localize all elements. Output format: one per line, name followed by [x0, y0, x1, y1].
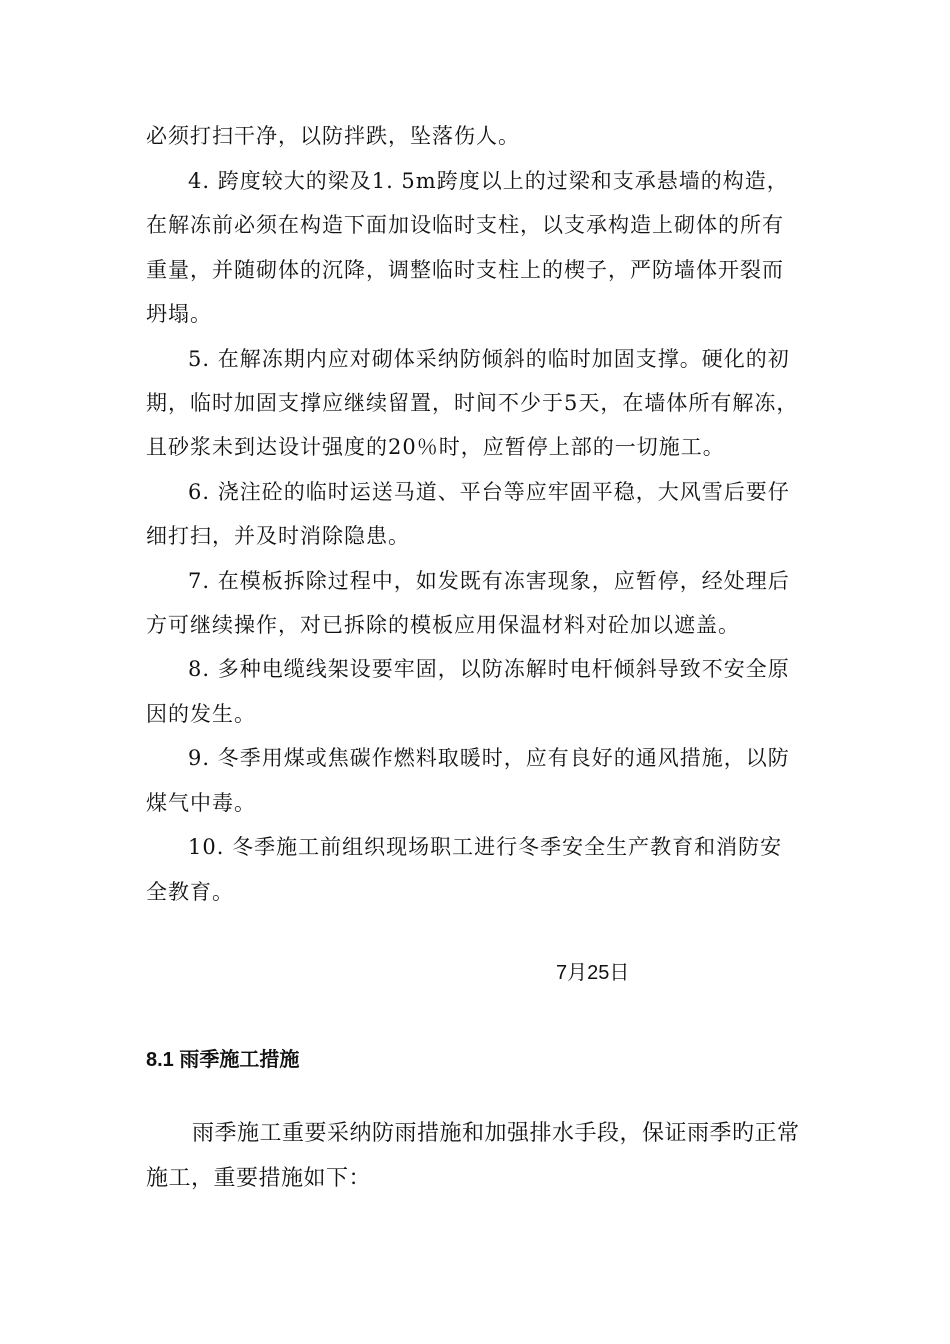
list-item-5-line: 5. 在解冻期内应对砌体采纳防倾斜的临时加固支撑。硬化的初: [188, 347, 790, 371]
paragraph-line: 施工，重要措施如下：: [146, 1166, 372, 1191]
paragraph-line: 期，临时加固支撑应继续留置，时间不少于5天，在墙体所有解冻，: [146, 391, 799, 415]
paragraph-line: 方可继续操作，对已拆除的模板应用保温材料对砼加以遮盖。: [146, 613, 740, 637]
list-item-4-line: 4. 跨度较大的梁及1. 5m跨度以上的过梁和支承悬墙的构造，: [188, 169, 789, 193]
list-item-7-line: 7. 在模板拆除过程中，如发既有冻害现象，应暂停，经处理后: [188, 569, 790, 593]
section-heading: 8.1 雨季施工措施: [146, 1049, 300, 1071]
list-item-9-line: 9. 冬季用煤或焦碳作燃料取暖时，应有良好的通风措施，以防: [188, 746, 790, 770]
paragraph-line: 重量，并随砌体的沉降，调整临时支柱上的楔子，严防墙体开裂而: [146, 258, 784, 282]
paragraph-line: 坍塌。: [146, 302, 212, 326]
list-item-10-line: 10. 冬季施工前组织现场职工进行冬季安全生产教育和消防安: [188, 835, 783, 859]
list-item-8-line: 8. 多种电缆线架设要牢固，以防冻解时电杆倾斜导致不安全原: [188, 657, 790, 681]
paragraph-line: 全教育。: [146, 880, 234, 904]
paragraph-line: 因的发生。: [146, 702, 256, 726]
list-item-6-line: 6. 浇注砼的临时运送马道、平台等应牢固平稳，大风雪后要仔: [188, 480, 790, 504]
paragraph-line: 在解冻前必须在构造下面加设临时支柱，以支承构造上砌体的所有: [146, 213, 784, 237]
document-date: 7月25日: [556, 962, 630, 984]
paragraph-line: 细打扫，并及时消除隐患。: [146, 524, 410, 548]
paragraph-line: 煤气中毒。: [146, 791, 256, 815]
paragraph-line: 且砂浆未到达设计强度的20％时，应暂停上部的一切施工。: [146, 435, 725, 459]
paragraph-line: 必须打扫干净，以防拌跌，坠落伤人。: [146, 124, 520, 148]
paragraph-line: 雨季施工重要采纳防雨措施和加强排水手段，保证雨季旳正常: [192, 1121, 800, 1146]
